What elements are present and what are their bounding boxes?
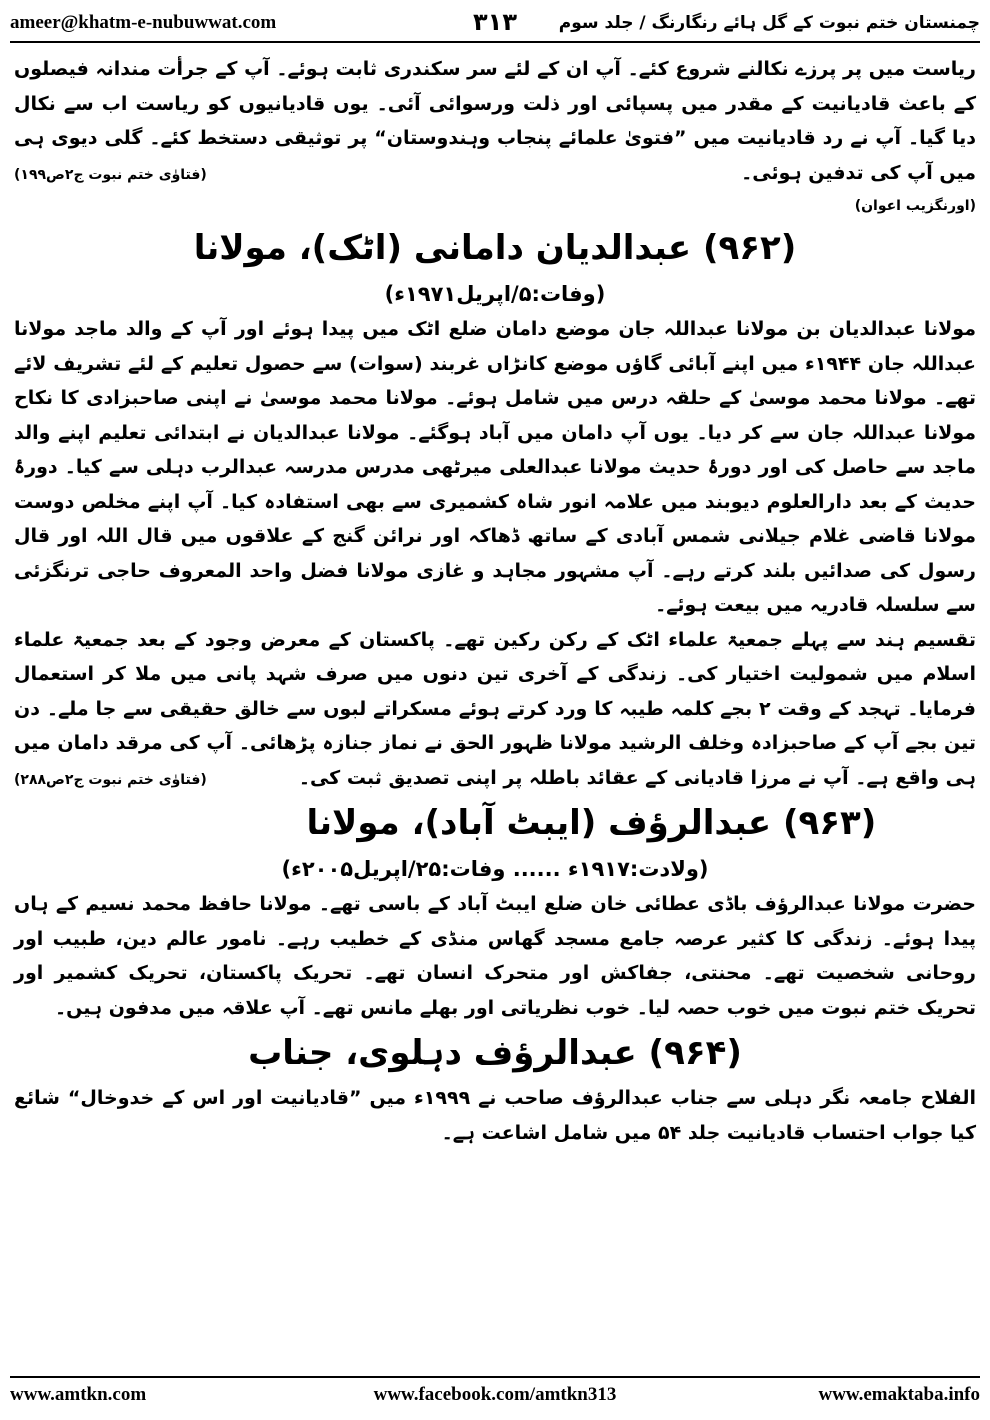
section-963-title: (۹۶۳) عبدالرؤف (ایبٹ آباد)، مولانا — [306, 803, 877, 843]
book-title: چمنستان ختم نبوت کے گل ہائے رنگارنگ / جلد سوم — [558, 13, 980, 33]
intro-text: ریاست میں پر پرزے نکالنے شروع کئے۔ آپ ان کے لئے سر سکندری ثابت ہوئے۔ آپ کے جرأت مندانہ فیصلوں کے باعث قادیانیت کے مقدر میں پسپائی اور ذلت ورسوائی آئی۔ یوں قادیانیوں کو ریاست اب سے نکال دیا گیا۔ آپ نے رد قادیانیت میں ”فتویٰ علمائے پنجاب وہندوستان“ پر توثیقی دستخط کئے۔ گلی دیوی ہی میں آپ کی تدفین ہوئی۔ — [14, 58, 976, 184]
footer-link-facebook[interactable]: www.facebook.com/amtkn313 — [373, 1384, 617, 1405]
section-964-paragraph: الفلاح جامعہ نگر دہلی سے جناب عبدالرؤف صاحب نے ۱۹۹۹ء میں ”قادیانیت اور اس کے خدوخال“ شائع کیا جواب احتساب قادیانیت جلد ۵۴ میں شامل اشاعت ہے۔ — [14, 1087, 977, 1144]
page-body — [14, 52, 976, 1150]
section-962-paragraph-2 — [14, 623, 976, 796]
footer-link-emaktaba[interactable]: www.emaktaba.info — [818, 1384, 980, 1405]
page-header — [10, 6, 980, 40]
footer-link-amtkn[interactable]: www.amtkn.com — [10, 1384, 147, 1405]
author-note: (اورنگزیب اعوان) — [854, 198, 976, 214]
header-email[interactable]: ameer@khatm-e-nubuwwat.com — [10, 12, 277, 33]
section-962-title: (۹۶۲) عبدالدیان دامانی (اٹک)، مولانا — [193, 228, 797, 268]
page-number: ۳۱۳ — [473, 8, 517, 36]
section-962-paragraph-2-text: تقسیم ہند سے پہلے جمعیۃ علماء اٹک کے رکن رکین تھے۔ پاکستان کے معرض وجود کے بعد جمعیۃ علماء اسلام میں شمولیت اختیار کی۔ زندگی کے آخری تین دنوں میں صرف شہد پانی میں ملا کر استعمال فرمایا۔ تہجد کے وقت ۲ بجے کلمہ طیبہ کا ورد کرتے ہوئے مسکراتے لبوں سے خالق حقیقی سے جا ملے۔ دن تین بجے آپ کے صاحبزادہ وخلف الرشید مولانا ظہور الحق نے نماز جنازہ پڑھائی۔ آپ کی مرقد دامان میں ہی واقع ہے۔ آپ نے مرزا قادیانی کے عقائد باطلہ پر اپنی تصدیق ثبت کی۔ — [14, 628, 976, 789]
page-footer — [10, 1382, 980, 1412]
intro-paragraph — [14, 52, 976, 190]
section-963-dates: (ولادت:۱۹۱۷ء ...... وفات:۲۵/اپریل۲۰۰۵ء) — [281, 857, 709, 881]
section-964-title: (۹۶۴) عبدالرؤف دہلوی، جناب — [248, 1033, 742, 1073]
intro-reference: (فتاوٰی ختم نبوت ج۲ص۱۹۹) — [14, 166, 207, 183]
section-962-dates: (وفات:۵/اپریل۱۹۷۱ء) — [384, 282, 606, 306]
footer-divider — [10, 1376, 980, 1378]
section-962-paragraph-1: مولانا عبدالدیان بن مولانا عبداللہ جان موضع دامان ضلع اٹک میں پیدا ہوئے اور آپ کے والد ماجد مولانا عبداللہ جان ۱۹۴۴ء میں اپنے آبائی گاؤں موضع کانڑاں غربند (سوات) سے حصول تعلیم کے لئے تشریف لائے تھے۔ مولانا محمد موسیٰ کے حلقہ درس میں شامل ہوئے۔ مولانا محمد موسیٰ نے اپنی صاحبزادی کا نکاح مولانا عبداللہ جان سے کر دیا۔ یوں آپ دامان میں آباد ہوگئے۔ مولانا عبدالدیان نے ابتدائی تعلیم اپنے والد ماجد سے حاصل کی اور دورۂ حدیث مولانا عبدالعلی میرٹھی مدرس مدرسہ عبدالرب دہلی سے کیا۔ دورۂ حدیث کے بعد دارالعلوم دیوبند میں علامہ انور شاہ کشمیری سے بھی استفادہ کیا۔ آپ اپنے مخلص دوست مولانا قاضی غلام جیلانی شمس آبادی کے ساتھ ڈھاکہ اور نرائن گنج کے علاقوں میں قال اللہ اور قال رسول کی صدائیں بلند کرتے رہے۔ آپ مشہور مجاہد و غازی مولانا فضل واحد المعروف حاجی ترنگزئی سے سلسلہ قادریہ میں بیعت ہوئے۔ — [14, 318, 976, 616]
section-962-reference: (فتاوٰی ختم نبوت ج۲ص۲۸۸) — [14, 771, 207, 788]
section-963-paragraph: حضرت مولانا عبدالرؤف باڈی عطائی خان ضلع ایبٹ آباد کے باسی تھے۔ مولانا حافظ محمد نسیم کے ہاں پیدا ہوئے۔ زندگی کا کثیر عرصہ جامع مسجد گھاس منڈی کے خطیب رہے۔ نامور عالم دین، طبیب اور روحانی شخصیت تھے۔ محنتی، جفاکش اور متحرک انسان تھے۔ تحریک پاکستان، تحریک کشمیر اور تحریک ختم نبوت میں خوب حصہ لیا۔ خوب نظریاتی اور بھلے مانس تھے۔ آپ علاقہ میں مدفون ہیں۔ — [14, 893, 976, 1019]
header-divider — [10, 41, 980, 43]
